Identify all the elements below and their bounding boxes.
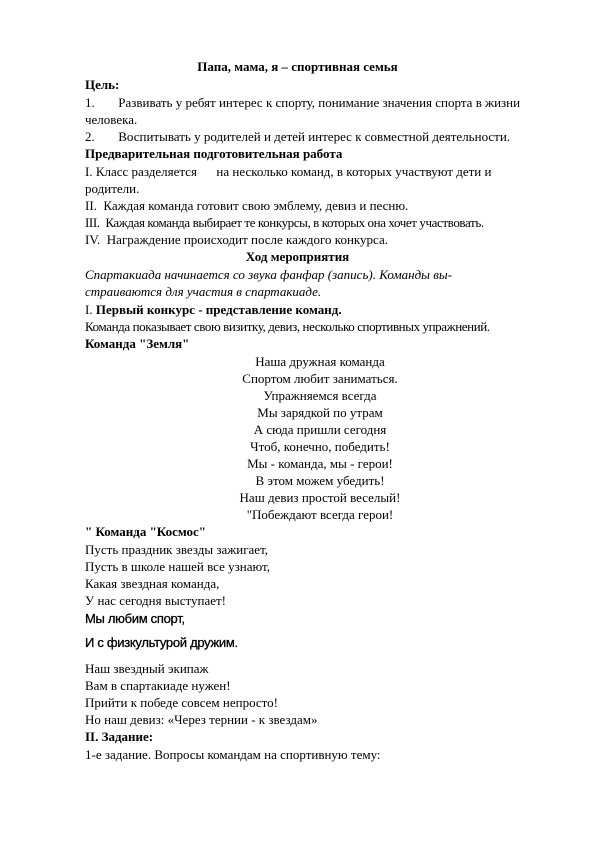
contest-1-label: Первый конкурс - представление команд. [95,302,342,317]
team-2-poem-line: Пусть праздник звезды зажигает, [85,542,269,557]
team-1-poem [85,353,555,523]
prep-line-5: IV. Награждение происходит после каждого конкурса. [85,232,388,247]
poem-line: Чтоб, конечно, победить! [250,439,390,454]
contest-1-heading [85,301,342,318]
team-2-heading: " Команда "Космос" [85,524,207,539]
goal-text: Воспитывать у родителей и детей интерес к совместной деятельности. [118,129,511,144]
prep-line-2: родители. [85,181,140,196]
prep-line-1: I. Класс разделяется на несколько команд, в которых участвуют дети и [85,164,492,179]
team-2-poem2-line: Прийти к победе совсем непросто! [85,695,279,710]
prep-heading: Предварительная подготовительная работа [85,146,343,161]
poem-line: Наш девиз простой веселый! [239,490,401,505]
poem-line: Наша дружная команда [255,354,385,369]
document-title: Папа, мама, я – спортивная семья [197,59,398,74]
poem-line: В этом можем убедить! [255,473,385,488]
task-heading: II. Задание: [85,729,154,744]
team-2-motto-line-2: И с физкультурой дружим. [85,635,238,650]
intro-line-2: страиваются для участия в спартакиаде. [85,284,322,299]
team-2-poem2-line: Но наш девиз: «Через тернии - к звездам» [85,712,318,727]
prep-line-4: III. Каждая команда выбирает те конкурсы, в которых она хочет участвовать. [85,215,484,230]
team-2-poem-line: У нас сегодня выступает! [85,593,226,608]
contest-1-prefix: I. [85,302,96,317]
poem-line: Спортом любит заниматься. [242,371,398,386]
poem-line: А сюда пришли сегодня [253,422,387,437]
poem-line: Мы - команда, мы - герои! [247,456,393,471]
goal-item-1-continuation: человека. [85,112,138,127]
task-1: 1-е задание. Вопросы командам на спортивную тему: [85,747,381,762]
team-2-poem-line: Пусть в школе нашей все узнают, [85,559,270,574]
goal-item-1 [85,94,520,111]
contest-1-description: Команда показывает свою визитку, девиз, несколько спортивных упражнений. [85,319,490,334]
poem-line: "Побеждают всегда герои! [246,507,394,522]
goal-number: 1. [85,95,95,110]
team-1-heading: Команда "Земля" [85,336,190,351]
intro-line-1: Спартакиада начинается со звука фанфар (запись). Команды вы- [85,267,452,282]
team-2-poem2-line: Наш звездный экипаж [85,661,209,676]
team-2-poem2-line: Вам в спартакиаде нужен! [85,678,231,693]
goal-text: Развивать у ребят интерес к спорту, понимание значения спорта в жизни [118,95,521,110]
team-2-poem-line: Какая звездная команда, [85,576,220,591]
poem-line: Мы зарядкой по утрам [257,405,383,420]
prep-line-3: II. Каждая команда готовит свою эмблему, девиз и песню. [85,198,409,213]
team-2-motto-line-1: Мы любим спорт, [85,611,185,626]
goal-heading: Цель: [85,77,120,92]
poem-line: Упражняемся всегда [263,388,377,403]
event-heading: Ход мероприятия [245,249,350,264]
goal-item-2 [85,128,510,145]
goal-number: 2. [85,129,95,144]
